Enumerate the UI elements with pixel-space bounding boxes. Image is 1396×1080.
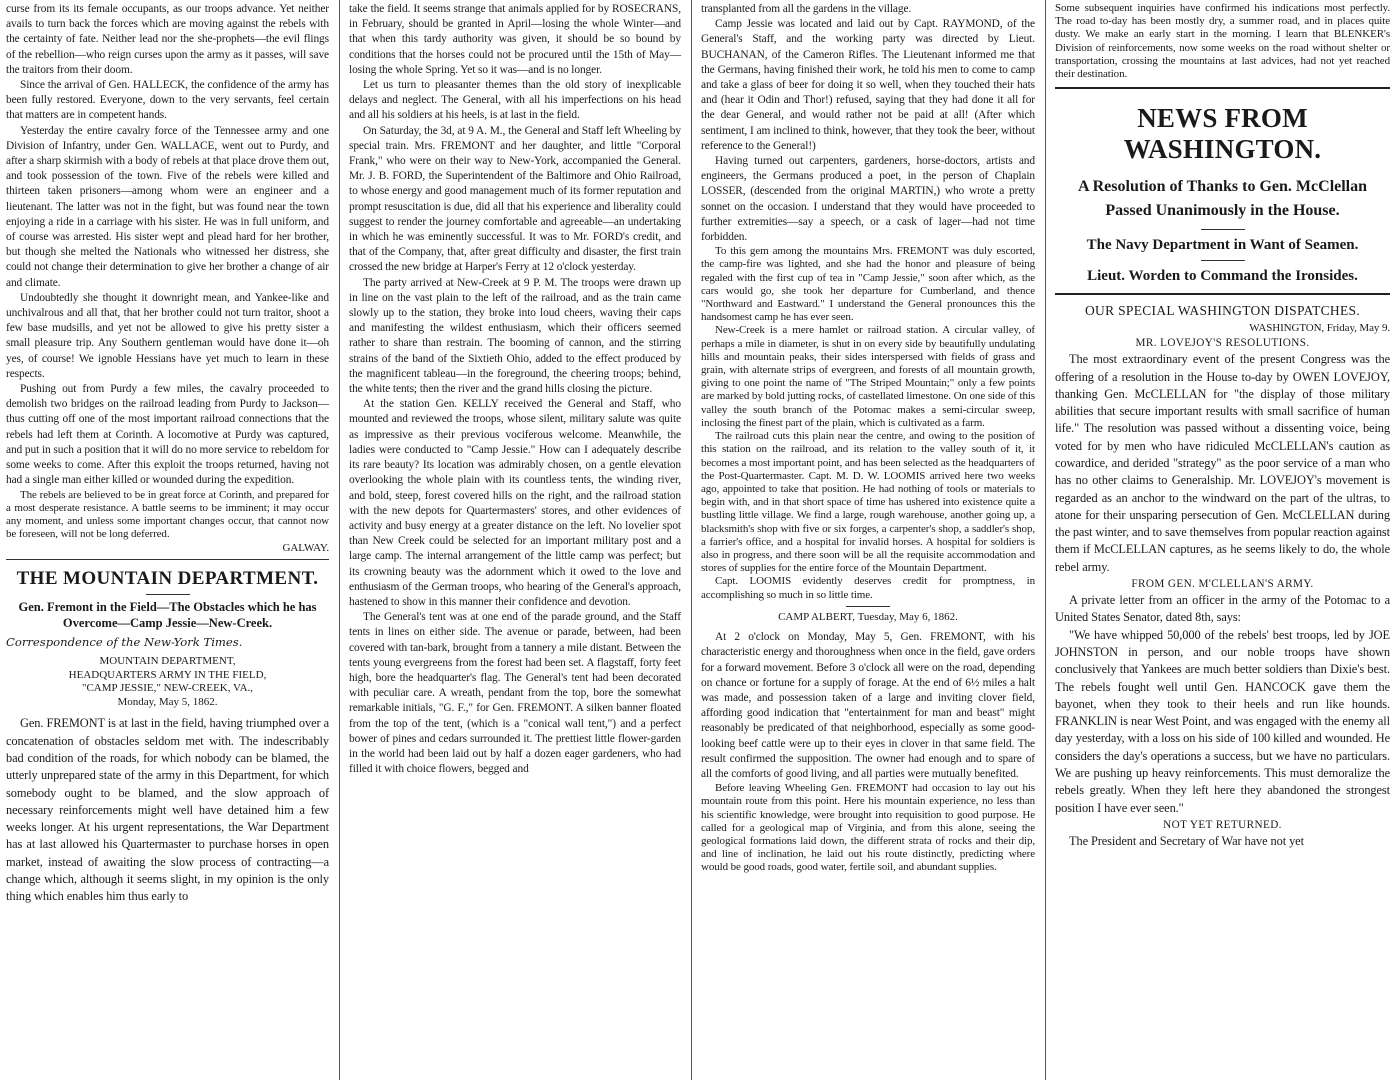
dateline: WASHINGTON, Friday, May 9. [1249,322,1390,335]
article-paragraph: The rebels are believed to be in great force at Corinth, and prepared for a most desperate resistance. A battle seems to be imminent; it may occur any moment, and unless some important changes occur, that cannot now be foreseen, will not be long deferred. [6,488,329,541]
dateline: CAMP ALBERT, Tuesday, May 6, 1862. [778,610,958,623]
divider [846,606,890,607]
dispatch-heading: OUR SPECIAL WASHINGTON DISPATCHES. [1085,303,1360,319]
divider [1201,260,1245,261]
article-paragraph: Having turned out carpenters, gardeners, horse-doctors, artists and engineers, the Germans produced a poet, in the person of Chaplain LOSSER, (descended from the original MARTIN,) who wrote a pretty sonnet on the occasion. I understand that they would have proceeded to further extremities—say a speech, or a cask of lager—had not time forbidden. [701,155,1035,244]
article-paragraph: Some subsequent inquiries have confirmed his indications most perfectly. The road to-day has been mostly dry, a summer road, and in places quite dusty. We make an early start in the morning. I learn that BLENKER's Division of reinforcements, now some weeks on the road without shelter or transportation, crossing the mountains at last advices, had not yet reached their destination. [1055,2,1390,81]
signature: GALWAY. [282,542,329,555]
article-paragraph: The party arrived at New-Creek at 9 P. M. The troops were drawn up in line on the vast plain to the left of the railroad, and as the train came slowly up to the station, they broke into loud cheers, waving their caps and manifesting the wildest enthusiasm, which their officers seemed rather to share than restrain. The booming of cannon, and the stirring strains of the band of the Sixtieth Ohio, added to the effect produced by the magnificent tableau—in the foreground, the cheering troops; behind, the white tents; then the river and the grand hills closing the picture. [349,276,681,396]
article-paragraph: Gen. FREMONT is at last in the field, having triumphed over a concatenation of obstacles seldom met with. The indescribably bad condition of the roads, for which nobody can be blamed, the utterly unprepared state of the army in this Department, for which somebody ought to be blamed, and the slow approach of necessary reinforcements might well have detained him a few weeks longer. At his urgent representations, the War Department has at last allowed his Quartermaster to purchase horses in open market, instead of awaiting the slow process of contracting—a change which, although it seems slight, in my opinion is the only thing which enables him thus early to [6,716,329,904]
article-paragraph: transplanted from all the gardens in the village. [701,3,912,15]
article-paragraph: Pushing out from Purdy a few miles, the cavalry proceeded to demolish two bridges on the railroad leading from Purdy to Jackson—thus cutting off one of the most important railroad connections that the rebels had left them at Corinth. A locomotive at Purdy was captured, and put in such a position that it will do no more service to rebeldom for some weeks to come. After this exploit the troops returned, having not had a single man either killed or wounded during the expedition. [6,383,329,487]
column-rule [1045,0,1046,1080]
article-paragraph: Yesterday the entire cavalry force of the Tennessee army and one Division of Infantry, under Gen. WALLACE, went out to Purdy, and after a sharp skirmish with a body of rebels at that place drove them out, and took possession of the town. Five of the rebels were killed and thirteen taken prisoners—among whom were an engineer and a lieutenant. The latter was not in the fight, but was found near the town enjoying a ride in a carriage with his sister. He was in full uniform, and of course was arrested. His sister wept and plead hard for her brother, but though she melted the Nationals who witnessed her distress, she could not change their determination to give her brother a change of air and climate. [6,124,329,289]
dateline: MOUNTAIN DEPARTMENT, HEADQUARTERS ARMY IN THE FIELD, "CAMP JESSIE," NEW-CREEK, VA., Monday, May 5, 1862. [68,655,267,708]
subheading: Gen. Fremont in the Field—The Obstacles which he has Overcome—Camp Jessie—New-Creek. [18,600,317,631]
article-paragraph: On Saturday, the 3d, at 9 A. M., the General and Staff left Wheeling by special train. Mrs. FREMONT and her daughter, and little "Corporal Frank," who were on their way to New-York, accompanied the General. Mr. J. B. FORD, the Superintendent of the Baltimore and Ohio Railroad, to whose energy and good management much of its former reputation and prompt resuscitation is due, did all that his experience and liberality could suggest to render the journey comfortable and agreeable—an undertaking in which he was eminently successful. It was to Mr. FORD's credit, and that of the Company, that, after great difficulty and disaster, the first train crossed the new bridge at Harper's Ferry at 12 o'clock yesterday. [349,124,681,274]
divider [1201,229,1245,230]
divider [1055,87,1390,89]
article-paragraph: The President and Secretary of War have not yet [1069,833,1304,848]
correspondence-line: Correspondence of the New-York Times. [6,635,243,650]
column-rule [691,0,692,1080]
article-paragraph: curse from its its female occupants, as our troops advance. Yet neither avails to turn back the forces which are moving against the rebels with the certainty of fate. Neither lead nor the she-prophets—the evil flings of the rebellion—who reign curses upon the army as it passes, will save the traitors from their doom. [6,3,329,76]
article-paragraph: Since the arrival of Gen. HALLECK, the confidence of the army has been fully restored. Everyone, down to the very servants, feel certain that matters are in competent hands. [6,79,329,122]
divider [146,594,190,595]
article-paragraph: To this gem among the mountains Mrs. FREMONT was duly escorted, the camp-fire was lighted, and she had the honor and pleasure of being regaled with the first cup of tea in "Camp Jessie," soon after which, as the cars would go, she took her departure for Cumberland, and thence "Northward and Eastward." I understand the General pronounces this the handsomest camp he has ever seen. [701,245,1035,324]
column-1 [0,0,335,1080]
article-paragraph: Undoubtedly she thought it downright mean, and Yankee-like and unchivalrous and all that, that her brother could not turn traitor, shoot a few base mudsills, and yet not be allowed to give his pretty sister a small pleasure trip. Any Southern gentleman would have done it—oh yes, of course! We ignoble Hessians have yet much to learn in these respects. [6,291,329,380]
article-paragraph: "We have whipped 50,000 of the rebels' best troops, led by JOE JOHNSTON in person, and our noble troops have shown conclusively that Yankees are much better soldiers than Dixie's best. The rebels fought well until Gen. HANCOCK gave them the bayonet, when they took to their heels and run like hounds. FRANKLIN is near West Point, and was engaged with the enemy all day yesterday, with a loss on his side of 100 killed and wounded. He considers the day's operations a success, but we have no particulars. We are pushing up heavy reinforcements. This must demoralize the rebels greatly. When they left here they abandoned the strongest position I have ever seen." [1055,627,1390,815]
article-paragraph: New-Creek is a mere hamlet or railroad station. A circular valley, of perhaps a mile in diameter, is shut in on every side by beautifully undulating hills and mountain peaks, their sides interspersed with fields of grass and grain, with alternate strips of evergreen, and forests of all mountain growth, giving to one point the name of "The Striped Mountain;" only a few points are marked by bold jutting rocks, of castellated limestone. On one side of this valley the south branch of the Potomac makes a semi-circular sweep, inclosing the finest part of the plain, which is cultivated as a farm. [701,324,1035,429]
subheading: NOT YET RETURNED. [1163,818,1282,831]
article-paragraph: The railroad cuts this plain near the centre, and owing to the position of this station on the railroad, and its relation to the valley south of it, it becomes a most important point, and has been selected as the headquarters of the Post-Quartermaster. Capt. M. D. W. LOOMIS arrived here two weeks ago, appointed to take that position. He had nothing of tools or materials to begin with, and in that short space of time has ushered into existence quite a bustling little village. We find a large, rough warehouse, another going up, a blacksmith's shop with five or six forges, a carpenter's shop, a saddler's shop, a farrier's office, and a hospital for invalid horses. A hospital for soldiers is also in progress, and there soon will be all the requisite accommodation and stores of supplies for the entire force of the Mountain Department. [701,430,1035,575]
section-heading: NEWS FROM WASHINGTON. [1123,103,1322,165]
subheading: FROM GEN. M'CLELLAN'S ARMY. [1131,578,1314,591]
article-paragraph: Before leaving Wheeling Gen. FREMONT had occasion to lay out his mountain route from this point. Here his mountain experience, no less than his scientific knowledge, were brought into requisition to good purpose. He called for a geological map of Virginia, and from this alone, seeing the geological formations laid down, the different strata of rocks and their dip, and line of inclination, he laid out his route distinctly, predicting where would be good roads, good water, fertile soil, and abundant supplies. [701,782,1035,874]
subheading: A Resolution of Thanks to Gen. McClellan Passed Unanimously in the House. [1077,178,1368,220]
article-paragraph: Capt. LOOMIS evidently deserves credit for promptness, in accomplishing so much in so little time. [701,575,1035,601]
article-paragraph: take the field. It seems strange that animals applied for by ROSECRANS, in February, should be granted in April—losing the whole Winter—and that when this tardy authority was given, it should be so bound by conditions that the horses could not be procured until the 15th of May—losing the whole Spring. Yet so it was—and is no longer. [349,3,681,76]
divider [1055,293,1390,295]
column-3 [695,0,1041,1080]
article-paragraph: The most extraordinary event of the present Congress was the offering of a resolution in the House to-day by OWEN LOVEJOY, thanking Gen. McCLELLAN for "the display of those military abilities that secure important results with small sacrifice of human life." The resolution was passed without a dissenting voice, being voted for by men who have ridiculed McCLELLAN's caution as cowardice, and derided "strategy" as the poor service of a man who has no other claims to Generalship. Mr. LOVEJOY's movement is regarded as an anchor to the windward on the part of the ultras, to atone for their unsparing persecution of Gen. McCLELLAN during the past winter, and to save themselves from popular reaction against them if McCLELLAN captures, as he seems likely to do, the whole rebel army. [1055,352,1390,574]
article-paragraph: Camp Jessie was located and laid out by Capt. RAYMOND, of the General's Staff, and the working party was directed by Lieut. BUCHANAN, of the Cameron Rifles. The Lieutenant informed me that the Germans, having finished their work, he told his men to come to camp and take a glass of beer for doing it so well, when they touched their hats and (hear it Odin and Thor!) refused, saying that they had done it all for the dear General, and would rather not be paid at all! (After which sentiment, I am inclined to think, however, that they took the beer, without reference to the General!) [701,18,1035,152]
divider [6,559,329,560]
article-paragraph: The General's tent was at one end of the parade ground, and the Staff tents in lines on either side. The avenue or parade, between, had been covered with tan-bark, brought from a tannery a mile distant. Between the tents young evergreens from the forest had been set. A flagstaff, forty feet high, bore the headquarter's flag. The General's tent had been decorated with peculiar care. A wreath, pendant from the top, bore the somewhat remarkable initials, "G. F.," for Gen. FREMONT. A silken banner floated from the top of the tent, (which is a "conical wall tent,") and a perfect bower of pines and cedars surrounded it. The prettiest little flower-garden in the world had been laid out by half a dozen eager gardeners, who had filled it with choice flowers, begged and [349,611,681,776]
article-paragraph: A private letter from an officer in the army of the Potomac to a United States Senator, dated 8th, says: [1055,593,1390,625]
subheading: MR. LOVEJOY'S RESOLUTIONS. [1135,337,1310,350]
subheading: Lieut. Worden to Command the Ironsides. [1087,268,1358,285]
column-4 [1049,0,1396,1080]
article-paragraph: Let us turn to pleasanter themes than the old story of inexplicable delays and neglect. The General, with all his imperfections on his head and all his soldiers at his heels, is at last in the field. [349,79,681,122]
article-paragraph: At the station Gen. KELLY received the General and Staff, who mounted and reviewed the troops, whose silent, military salute was quite as impressive as their previous vociferous welcome. Meanwhile, the ladies were conducted to "Camp Jessie." How can I adequately describe its rare beauty? Its location was admirably chosen, on a gentle elevation overlooking the whole plain with its countless tents, the winding river, and bold, steep, forest covered hills on the right, and the railroad station with the new depots for Quartermasters' stores, and other evidences of activity and busy energy at a greater distance on the left. No lovelier spot than New Creek could be selected for an important military post and a large camp. The internal arrangement of the little camp was perfect; but its crowning beauty was the adornment which it owed to the love and enthusiasm of the German troops, who hearing of the General's approach, hastened to show in this manner their confidence and devotion. [349,398,681,608]
column-2 [343,0,687,1080]
subheading: The Navy Department in Want of Seamen. [1086,237,1359,254]
section-heading: THE MOUNTAIN DEPARTMENT. [16,568,319,590]
article-paragraph: At 2 o'clock on Monday, May 5, Gen. FREMONT, with his characteristic energy and thoroughness when once in the field, gave orders for a forward movement. Before 3 o'clock all were on the road, depending on chance or fortune for a supply of forage. At the end of 6½ miles a halt was made, and possession taken of a large and inviting clover field, affording good indication that "entertainment for man and beast" might reasonably be predicated of that neighborhood, especially as some good-looking beef cattle were up to their eyes in clover in that same field. The result confirmed the supposition. The owner had enough and to spare of all the comforts of good living, and all parties were mutually benefited. [701,631,1035,781]
column-rule [339,0,340,1080]
